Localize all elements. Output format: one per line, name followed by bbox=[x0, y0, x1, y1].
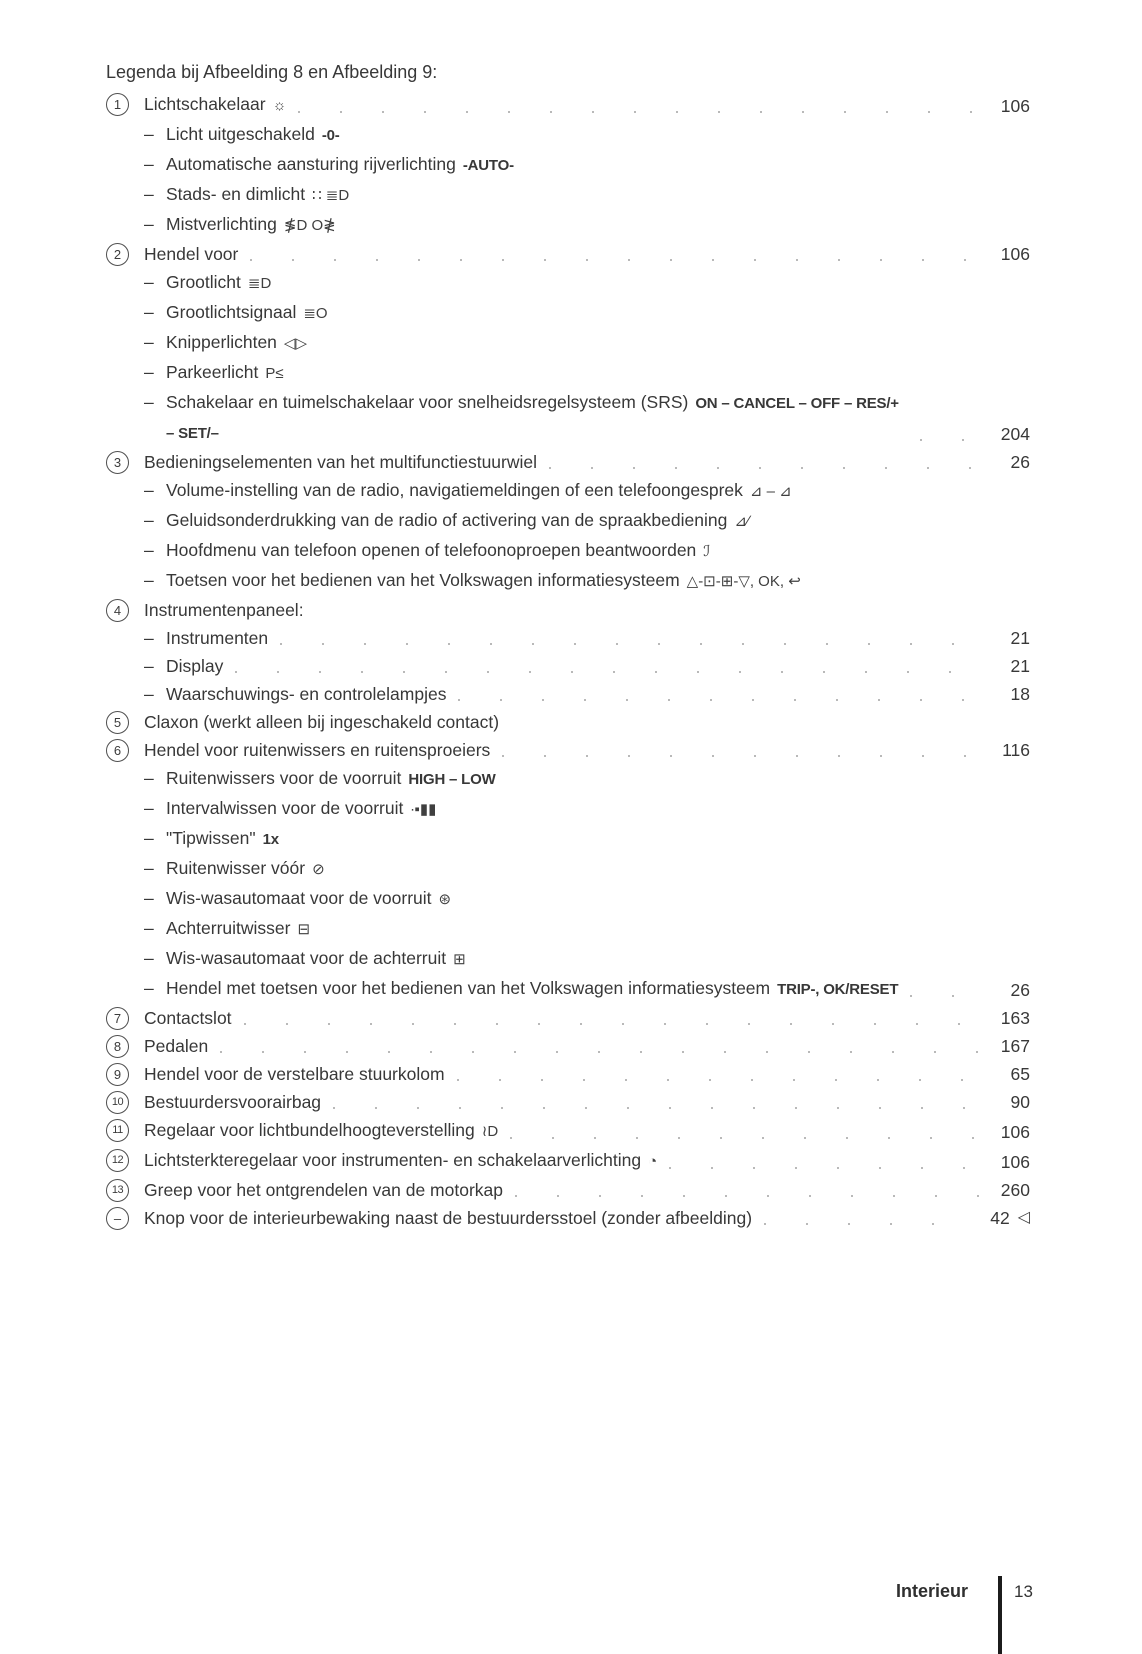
section-end-triangle-icon: ◁ bbox=[1017, 1209, 1030, 1226]
instrument-dimmer-icon: ◔ bbox=[648, 1153, 658, 1170]
dash-bullet: – bbox=[144, 272, 154, 292]
dot-leader bbox=[280, 643, 980, 645]
item-text: Greep voor het ontgrendelen van de motorkap bbox=[144, 1180, 503, 1200]
dash-bullet: – bbox=[144, 948, 154, 968]
item-label bbox=[166, 680, 446, 708]
dash-bullet: – bbox=[144, 656, 154, 676]
dash-bullet: – bbox=[144, 332, 154, 352]
item-label bbox=[144, 596, 304, 624]
legend-list bbox=[106, 90, 1030, 1232]
item-text: Wis-wasautomaat voor de voorruit bbox=[166, 888, 432, 908]
page-ref: 106 bbox=[1000, 1152, 1030, 1172]
item-text: Display bbox=[166, 656, 224, 676]
dash-bullet: – bbox=[144, 510, 154, 530]
item-label bbox=[166, 180, 349, 210]
item-text: Volume-instelling van de radio, navigatiemeldingen of een telefoongesprek bbox=[166, 480, 743, 500]
item-label bbox=[166, 506, 749, 536]
headlight-range-icon: ≀D bbox=[481, 1123, 499, 1140]
dash-bullet: – bbox=[144, 684, 154, 704]
dash-bullet: – bbox=[144, 184, 154, 204]
item-label bbox=[166, 268, 271, 298]
dot-leader bbox=[502, 755, 980, 757]
legend-subitem bbox=[144, 506, 1030, 536]
item-text: Lichtsterkteregelaar voor instrumenten- en schakelaarverlichting bbox=[144, 1150, 642, 1170]
legend-subitem bbox=[144, 298, 1030, 328]
dash-bullet: – bbox=[144, 828, 154, 848]
item-label bbox=[144, 1060, 445, 1088]
headlight-flash-icon: ≣O bbox=[303, 305, 328, 322]
item-label bbox=[166, 328, 307, 358]
page-ref: 21 bbox=[1010, 656, 1030, 676]
legend-subitem bbox=[144, 388, 1030, 448]
item-label bbox=[166, 566, 801, 596]
item-text: Hoofdmenu van telefoon openen of telefoonoproepen beantwoorden bbox=[166, 540, 697, 560]
item-label bbox=[166, 536, 710, 566]
phone-handset-icon: ℐ bbox=[703, 543, 711, 560]
legend-item bbox=[106, 596, 1030, 624]
item-text: Lichtschakelaar bbox=[144, 94, 266, 114]
item-text: Toetsen voor het bedienen van het Volkswagen informatiesysteem bbox=[166, 570, 680, 590]
item-text: Geluidsonderdrukking van de radio of activering van de spraakbediening bbox=[166, 510, 728, 530]
volume-icons: ⊿ – ⊿ bbox=[749, 483, 792, 500]
dash-bullet: – bbox=[144, 480, 154, 500]
dash-bullet: – bbox=[144, 918, 154, 938]
item-bold-label: 1x bbox=[262, 831, 279, 848]
item-label bbox=[144, 1088, 321, 1116]
item-text: Knop voor de interieurbewaking naast de bestuurdersstoel (zonder afbeelding) bbox=[144, 1208, 753, 1228]
turn-signal-icons: ◁▷ bbox=[283, 335, 307, 352]
legend-item bbox=[106, 1146, 1030, 1176]
legend-subitem bbox=[144, 854, 1030, 884]
legend-content bbox=[106, 58, 1030, 1232]
dash-bullet: – bbox=[144, 154, 154, 174]
item-text: Contactslot bbox=[144, 1008, 232, 1028]
front-wiper-icon: ⊘ bbox=[312, 861, 325, 878]
item-number-badge: 6 bbox=[106, 739, 129, 762]
dot-leader bbox=[669, 1167, 980, 1169]
item-text: Bedieningselementen van het multifunctiestuurwiel bbox=[144, 452, 538, 472]
item-label bbox=[166, 764, 496, 794]
item-text: Claxon (werkt alleen bij ingeschakeld contact) bbox=[144, 712, 500, 732]
legend-item bbox=[106, 90, 1030, 120]
item-number-badge: 8 bbox=[106, 1035, 129, 1058]
item-label bbox=[144, 1116, 498, 1146]
item-bold-label: ON – CANCEL – OFF – RES/+ – SET/– bbox=[166, 395, 899, 442]
item-text: Grootlichtsignaal bbox=[166, 302, 297, 322]
item-bold-label: -AUTO- bbox=[462, 157, 514, 174]
item-label bbox=[144, 708, 499, 736]
dash-bullet: – bbox=[144, 214, 154, 234]
dash-bullet: – bbox=[144, 540, 154, 560]
legend-subitem bbox=[144, 624, 1030, 652]
item-text: Achterruitwisser bbox=[166, 918, 291, 938]
page-ref: 106 bbox=[1000, 1122, 1030, 1142]
item-number-badge: 11 bbox=[106, 1119, 129, 1142]
legend-subitem bbox=[144, 794, 1030, 824]
footer-divider-bar bbox=[998, 1576, 1002, 1654]
item-text: Automatische aansturing rijverlichting bbox=[166, 154, 456, 174]
item-label bbox=[166, 794, 436, 824]
dot-leader bbox=[515, 1195, 980, 1197]
legend-item bbox=[106, 1004, 1030, 1032]
item-label bbox=[166, 210, 336, 240]
item-text: Licht uitgeschakeld bbox=[166, 124, 315, 144]
dot-leader bbox=[549, 467, 980, 469]
item-text: Parkeerlicht bbox=[166, 362, 259, 382]
page-ref: 167 bbox=[1000, 1036, 1030, 1056]
item-text: Instrumenten bbox=[166, 628, 269, 648]
page-ref: 21 bbox=[1010, 628, 1030, 648]
item-label bbox=[166, 358, 284, 388]
item-text: Hendel voor bbox=[144, 244, 239, 264]
legend-subitem bbox=[144, 652, 1030, 680]
legend-item bbox=[106, 1060, 1030, 1088]
item-label bbox=[166, 150, 514, 180]
light-switch-icon: ☼ bbox=[272, 97, 287, 114]
item-text: Ruitenwisser vóór bbox=[166, 858, 306, 878]
dash-bullet: – bbox=[144, 888, 154, 908]
rear-wiper-icon: ⊟ bbox=[297, 921, 311, 938]
page-ref: 18 bbox=[1010, 684, 1030, 704]
item-label bbox=[144, 240, 238, 268]
legend-subitem bbox=[144, 536, 1030, 566]
item-label bbox=[166, 824, 279, 854]
legend-item bbox=[106, 1088, 1030, 1116]
item-number-badge: – bbox=[106, 1207, 129, 1230]
item-label bbox=[144, 736, 490, 764]
legend-subitem bbox=[144, 944, 1030, 974]
footer-page-number: 13 bbox=[1014, 1582, 1033, 1601]
item-label bbox=[144, 1004, 232, 1032]
item-label bbox=[166, 476, 792, 506]
item-text: Schakelaar en tuimelschakelaar voor snelheidsregelsysteem (SRS) bbox=[166, 392, 689, 412]
side-light-low-beam-icons: ∷ ≣D bbox=[312, 187, 350, 204]
page-ref: 106 bbox=[1000, 96, 1030, 116]
legend-subitem bbox=[144, 884, 1030, 914]
item-text: Grootlicht bbox=[166, 272, 241, 292]
item-number-badge: 12 bbox=[106, 1149, 129, 1172]
item-number-badge: 13 bbox=[106, 1179, 129, 1202]
item-text: Wis-wasautomaat voor de achterruit bbox=[166, 948, 447, 968]
legend-item bbox=[106, 736, 1030, 764]
item-number-badge: 10 bbox=[106, 1091, 129, 1114]
item-text: Pedalen bbox=[144, 1036, 209, 1056]
legend-subitem bbox=[144, 824, 1030, 854]
legend-subitem bbox=[144, 680, 1030, 708]
front-wash-wipe-icon: ⊛ bbox=[438, 891, 452, 908]
dot-leader bbox=[220, 1051, 980, 1053]
item-number-badge: 5 bbox=[106, 711, 129, 734]
item-number-badge: 1 bbox=[106, 93, 129, 116]
item-label bbox=[166, 624, 268, 652]
info-system-key-icons: △-⊡-⊞-▽, OK, ↩ bbox=[686, 573, 801, 590]
item-bold-label: -0- bbox=[321, 127, 340, 144]
item-label bbox=[166, 298, 328, 328]
item-label bbox=[144, 1146, 657, 1176]
intermittent-wipe-icon: ∙▪▮▮ bbox=[410, 801, 437, 818]
dash-bullet: – bbox=[144, 302, 154, 322]
dash-bullet: – bbox=[144, 362, 154, 382]
item-number-badge: 9 bbox=[106, 1063, 129, 1086]
item-text: Waarschuwings- en controlelampjes bbox=[166, 684, 447, 704]
dash-bullet: – bbox=[144, 570, 154, 590]
footer-section-label: Interieur bbox=[895, 1581, 968, 1601]
item-label bbox=[166, 652, 223, 680]
legend-item bbox=[106, 448, 1030, 476]
item-label bbox=[144, 90, 286, 120]
item-label bbox=[166, 120, 340, 150]
legend-subitem bbox=[144, 180, 1030, 210]
page-ref: 260 bbox=[1000, 1180, 1030, 1200]
item-label bbox=[166, 388, 908, 448]
item-text: Hendel met toetsen voor het bedienen van het Volkswagen informatiesysteem bbox=[166, 978, 771, 998]
legend-subitem bbox=[144, 210, 1030, 240]
item-label bbox=[144, 1176, 503, 1204]
item-text: Mistverlichting bbox=[166, 214, 277, 234]
item-number-badge: 2 bbox=[106, 243, 129, 266]
legend-item bbox=[106, 1116, 1030, 1146]
dash-bullet: – bbox=[144, 768, 154, 788]
item-label bbox=[166, 914, 310, 944]
page-ref: 65 bbox=[1010, 1064, 1030, 1084]
legend-subitem bbox=[144, 566, 1030, 596]
legend-subitem bbox=[144, 268, 1030, 298]
item-text: Stads- en dimlicht bbox=[166, 184, 306, 204]
item-number-badge: 7 bbox=[106, 1007, 129, 1030]
dot-leader bbox=[458, 699, 980, 701]
dot-leader bbox=[333, 1107, 980, 1109]
legend-item bbox=[106, 1204, 1030, 1232]
legend-subitem bbox=[144, 328, 1030, 358]
item-text: Ruitenwissers voor de voorruit bbox=[166, 768, 402, 788]
page-ref: 42 bbox=[990, 1208, 1010, 1228]
dot-leader bbox=[920, 439, 980, 441]
item-text: Intervalwissen voor de voorruit bbox=[166, 798, 404, 818]
legend-item bbox=[106, 1032, 1030, 1060]
dash-bullet: – bbox=[144, 628, 154, 648]
item-text: Hendel voor ruitenwissers en ruitensproeiers bbox=[144, 740, 491, 760]
item-text: Bestuurdersvoorairbag bbox=[144, 1092, 322, 1112]
item-text: Regelaar voor lichtbundelhoogteverstelling bbox=[144, 1120, 475, 1140]
mute-voice-control-icon: ⊿∕ bbox=[734, 513, 750, 530]
item-label bbox=[166, 854, 325, 884]
item-label bbox=[166, 974, 898, 1004]
item-text: Hendel voor de verstelbare stuurkolom bbox=[144, 1064, 445, 1084]
item-text: Instrumentenpaneel: bbox=[144, 600, 304, 620]
item-label bbox=[144, 1204, 752, 1232]
dot-leader bbox=[510, 1137, 980, 1139]
dot-leader bbox=[764, 1223, 960, 1225]
item-label bbox=[166, 884, 451, 914]
page-ref: 26 bbox=[1010, 980, 1030, 1000]
page-title: Legenda bij Afbeelding 8 en Afbeelding 9: bbox=[106, 62, 438, 82]
dot-leader bbox=[235, 671, 980, 673]
dash-bullet: – bbox=[144, 124, 154, 144]
legend-subitem bbox=[144, 974, 1030, 1004]
dot-leader bbox=[250, 259, 980, 261]
page-ref: 163 bbox=[1000, 1008, 1030, 1028]
legend-item bbox=[106, 1176, 1030, 1204]
page-ref: 26 bbox=[1010, 452, 1030, 472]
dot-leader bbox=[298, 111, 980, 113]
legend-subitem bbox=[144, 120, 1030, 150]
dash-bullet: – bbox=[144, 978, 154, 998]
legend-item bbox=[106, 240, 1030, 268]
item-number-badge: 3 bbox=[106, 451, 129, 474]
legend-subitem bbox=[144, 358, 1030, 388]
dot-leader bbox=[457, 1079, 980, 1081]
item-label bbox=[144, 1032, 208, 1060]
page-ref: 90 bbox=[1010, 1092, 1030, 1112]
item-label bbox=[144, 448, 537, 476]
item-text: Knipperlichten bbox=[166, 332, 277, 352]
legend-subitem bbox=[144, 914, 1030, 944]
page-ref: 204 bbox=[1000, 424, 1030, 444]
rear-wash-wipe-icon: ⊞ bbox=[453, 951, 466, 968]
page-ref: 116 bbox=[1002, 740, 1030, 760]
legend-item bbox=[106, 708, 1030, 736]
item-number-badge: 4 bbox=[106, 599, 129, 622]
fog-light-icons: ≸D O≹ bbox=[283, 217, 336, 234]
parking-light-icon: P≤ bbox=[265, 365, 284, 382]
item-bold-label: TRIP-, OK/​RESET bbox=[777, 981, 899, 998]
legend-subitem bbox=[144, 476, 1030, 506]
dash-bullet: – bbox=[144, 798, 154, 818]
item-label bbox=[166, 944, 466, 974]
page-ref: 106 bbox=[1000, 244, 1030, 264]
dot-leader bbox=[244, 1023, 980, 1025]
item-bold-label: HIGH – LOW bbox=[408, 771, 496, 788]
dot-leader bbox=[910, 995, 980, 997]
high-beam-icon: ≣D bbox=[247, 275, 272, 292]
dash-bullet: – bbox=[144, 858, 154, 878]
legend-subitem bbox=[144, 764, 1030, 794]
legend-subitem bbox=[144, 150, 1030, 180]
item-text: "Tipwissen" bbox=[166, 828, 256, 848]
dash-bullet: – bbox=[144, 392, 154, 412]
